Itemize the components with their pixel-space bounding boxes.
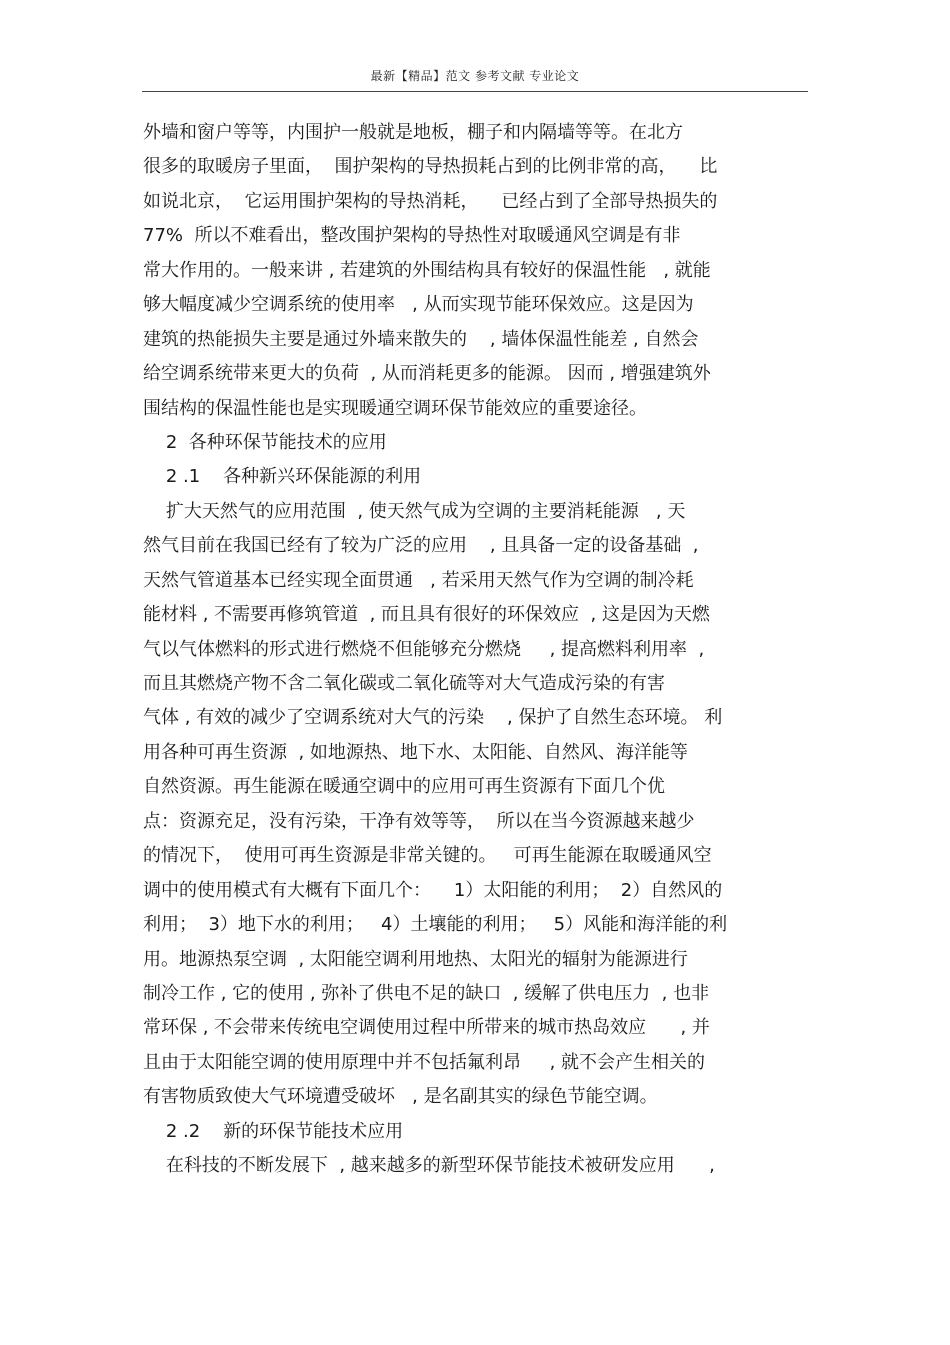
text-line: 够大幅度减少空调系统的使用率 , 从而实现节能环保效应。这是因为 (143, 294, 694, 316)
text-line: 在科技的不断发展下 , 越来越多的新型环保节能技术被研发应用 , (143, 1155, 715, 1177)
text-line: 的情况下， 使用可再生资源是非常关键的。 可再生能源在取暖通风空 (143, 845, 712, 867)
text-line: 利用； 3）地下水的利用； 4）土壤能的利用； 5）风能和海洋能的利 (143, 914, 728, 936)
text-line: 调中的使用模式有大概有下面几个： 1）太阳能的利用； 2）自然风的 (143, 879, 723, 901)
text-line: 77% 所以不难看出，整改围护架构的导热性对取暖通风空调是有非 (143, 225, 681, 247)
header-divider (142, 91, 808, 92)
text-line: 给空调系统带来更大的负荷 , 从而消耗更多的能源。 因而 , 增强建筑外 (143, 363, 711, 385)
text-line: 且由于太阳能空调的使用原理中并不包括氟利昂 , 就不会产生相关的 (143, 1051, 706, 1073)
page-header: 最新【精品】范文 参考文献 专业论文 (370, 69, 580, 83)
text-line: 点：资源充足，没有污染，干净有效等等， 所以在当今资源越来越少 (143, 810, 695, 832)
text-line: 扩大天然气的应用范围 , 使天然气成为空调的主要消耗能源 , 天 (143, 500, 686, 522)
text-line: 很多的取暖房子里面， 围护架构的导热损耗占到的比例非常的高， 比 (143, 156, 718, 178)
text-line: 如说北京， 它运用围护架构的导热消耗， 已经占到了全部导热损失的 (143, 190, 718, 212)
body-text (143, 116, 823, 1184)
text-line: 常环保 , 不会带来传统电空调使用过程中所带来的城市热岛效应 , 并 (143, 1017, 710, 1039)
text-line: 有害物质致使大气环境遭受破坏 , 是名副其实的绿色节能空调。 (143, 1086, 658, 1108)
text-line: 围结构的保温性能也是实现暖通空调环保节能效应的重要途径。 (143, 397, 647, 419)
text-line: 天然气管道基本已经实现全面贯通 , 若采用天然气作为空调的制冷耗 (143, 569, 694, 591)
subsection-heading: 2 .1 各种新兴环保能源的利用 (143, 466, 422, 488)
text-line: 然气目前在我国已经有了较为广泛的应用 , 且具备一定的设备基础 , (143, 535, 699, 557)
section-heading: 2 各种环保节能技术的应用 (143, 431, 387, 453)
text-line: 外墙和窗户等等，内围护一般就是地板，棚子和内隔墙等等。在北方 (143, 122, 683, 143)
text-line: 自然资源。再生能源在暖通空调中的应用可再生资源有下面几个优 (143, 776, 665, 798)
text-line: 气体 , 有效的减少了空调系统对大气的污染 , 保护了自然生态环境。 利 (143, 707, 723, 729)
text-line: 建筑的热能损失主要是通过外墙来散失的 , 墙体保温性能差 , 自然会 (143, 328, 699, 350)
text-line: 用各种可再生资源 , 如地源热、地下水、太阳能、自然风、海洋能等 (143, 741, 688, 763)
text-line: 能材料 , 不需要再修筑管道 , 而且具有很好的环保效应 , 这是因为天燃 (143, 604, 710, 626)
text-line: 而且其燃烧产物不含二氧化碳或二氧化硫等对大气造成污染的有害 (143, 673, 665, 694)
text-line: 制冷工作 , 它的使用 , 弥补了供电不足的缺口 , 缓解了供电压力 , 也非 (143, 982, 710, 1004)
text-line: 用。地源热泵空调 , 太阳能空调利用地热、太阳光的辐射为能源进行 (143, 948, 688, 970)
text-line: 气以气体燃料的形式进行燃烧不但能够充分燃烧 , 提高燃料利用率 , (143, 638, 705, 660)
subsection-heading: 2 .2 新的环保节能技术应用 (143, 1120, 404, 1142)
text-line: 常大作用的。一般来讲 , 若建筑的外围结构具有较好的保温性能 , 就能 (143, 259, 711, 281)
